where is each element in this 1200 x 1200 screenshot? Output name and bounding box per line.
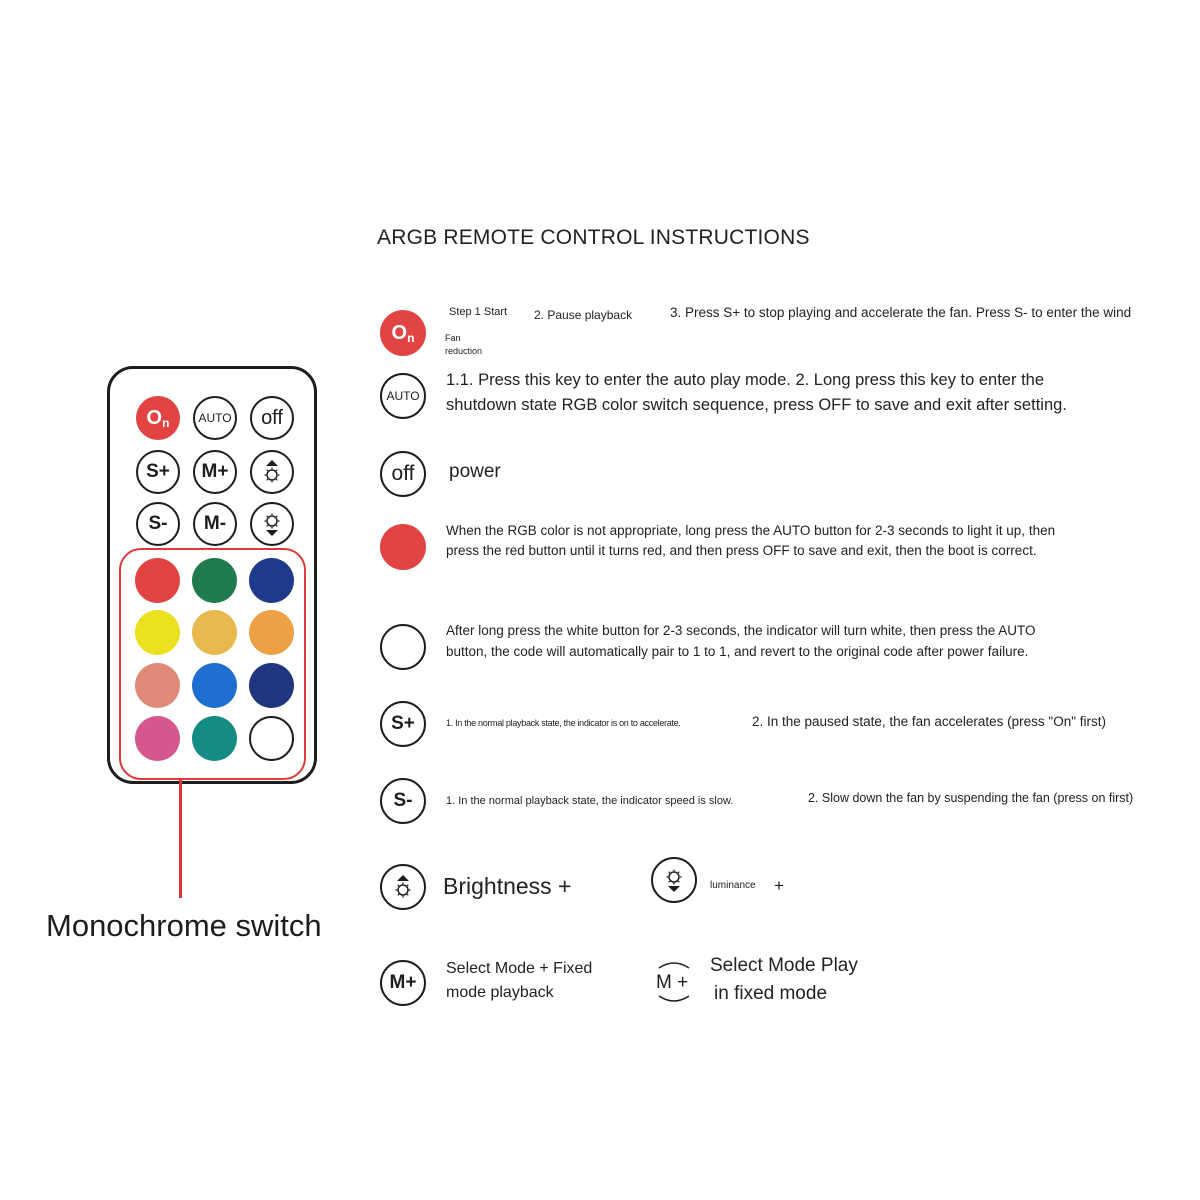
remote-brightness-down-button (250, 502, 294, 546)
red-line-2: press the red button until it turns red, and then press OFF to save and exit, then the boot is correct. (446, 543, 1037, 558)
brightness-down-icon (257, 509, 287, 539)
s-plus-text-1: 1. In the normal playback state, the indicator is on to accelerate. (446, 718, 681, 728)
red-button-icon (380, 524, 426, 570)
s-plus-label: S+ (146, 461, 170, 482)
on-label: O (146, 406, 163, 429)
remote-brightness-up-button (250, 450, 294, 494)
auto-icon (380, 373, 426, 419)
white-line-2: button, the code will automatically pair to 1 to 1, and revert to the original code after power failure. (446, 644, 1029, 659)
on-fan-1: Fan (445, 333, 461, 343)
m-plus-line-1: Select Mode + Fixed (446, 960, 593, 977)
brightness-up-row-icon (380, 864, 426, 910)
luminance-plus: + (774, 876, 784, 895)
s-minus-icon (380, 778, 426, 824)
remote-auto-button (193, 396, 237, 440)
color-swatch-navy (249, 558, 294, 603)
remote-off-button (250, 396, 294, 440)
auto-label: AUTO (198, 411, 232, 425)
brightness-up-icon (388, 872, 418, 902)
m-plus-play-1: Select Mode Play (710, 955, 858, 976)
on-step1: Step 1 Start (449, 306, 508, 318)
color-swatch-blue (192, 663, 237, 708)
on-icon-sub: n (407, 330, 415, 345)
remote-s-minus-button (136, 502, 180, 546)
on-step2: 2. Pause playback (534, 308, 633, 322)
on-fan-2: reduction (445, 346, 483, 356)
m-plus-label: M+ (201, 461, 229, 482)
color-swatch-salmon (135, 663, 180, 708)
brightness-down-icon (659, 865, 689, 895)
auto-line-1: 1.1. Press this key to enter the auto play mode. 2. Long press this key to enter the (446, 371, 1045, 389)
page-title: ARGB REMOTE CONTROL INSTRUCTIONS (377, 226, 810, 249)
white-line-1: After long press the white button for 2-3 seconds, the indicator will turn white, then press the AUTO (446, 623, 1036, 638)
brightness-down-row-icon (651, 857, 697, 903)
m-minus-label: M- (203, 513, 227, 534)
auto-icon-label: AUTO (386, 389, 420, 403)
color-swatch-gold (192, 610, 237, 655)
s-minus-label: S- (148, 513, 168, 534)
m-plus-play-2: in fixed mode (714, 983, 828, 1004)
off-label: off (261, 406, 283, 429)
red-line-1: When the RGB color is not appropriate, long press the AUTO button for 2-3 seconds to light it up, then (446, 523, 1056, 538)
on-step3: 3. Press S+ to stop playing and accelerate the fan. Press S- to enter the wind (670, 305, 1132, 320)
on-icon-label: O (391, 321, 408, 344)
monochrome-switch-label: Monochrome switch (46, 908, 322, 943)
off-power-text: power (449, 461, 501, 482)
color-swatch-red (135, 558, 180, 603)
s-minus-text-2: 2. Slow down the fan by suspending the fan (press on first) (808, 791, 1134, 805)
remote-m-plus-button (193, 450, 237, 494)
color-swatch-pink (135, 716, 180, 761)
brightness-plus-label: Brightness + (443, 873, 572, 899)
s-plus-icon-label: S+ (391, 713, 415, 734)
off-icon (380, 451, 426, 497)
s-minus-text-1: 1. In the normal playback state, the indicator speed is slow. (446, 795, 734, 807)
m-plus-arc-icon (651, 958, 697, 1006)
auto-line-2: shutdown state RGB color switch sequence, press OFF to save and exit after setting. (446, 396, 1067, 414)
color-swatch-white (249, 716, 294, 761)
s-plus-text-2: 2. In the paused state, the fan accelerates (press "On" first) (752, 714, 1107, 729)
color-swatch-yellow (135, 610, 180, 655)
color-swatch-orange (249, 610, 294, 655)
remote-on-button (136, 396, 180, 440)
off-icon-label: off (391, 462, 415, 485)
remote-m-minus-button (193, 502, 237, 546)
m-plus-line-2: mode playback (446, 984, 554, 1001)
pointer-line (179, 780, 182, 898)
luminance-label: luminance (710, 880, 756, 891)
brightness-up-icon (257, 457, 287, 487)
m-plus-arc-label: M + (656, 972, 689, 993)
m-plus-icon-label: M+ (389, 972, 417, 993)
on-icon (380, 310, 426, 356)
color-swatch-darknavy (249, 663, 294, 708)
m-plus-icon (380, 960, 426, 1006)
s-plus-icon (380, 701, 426, 747)
color-swatch-green (192, 558, 237, 603)
s-minus-icon-label: S- (393, 790, 413, 811)
on-sub-label: n (162, 415, 170, 430)
color-swatch-teal (192, 716, 237, 761)
remote-s-plus-button (136, 450, 180, 494)
white-button-icon (380, 624, 426, 670)
